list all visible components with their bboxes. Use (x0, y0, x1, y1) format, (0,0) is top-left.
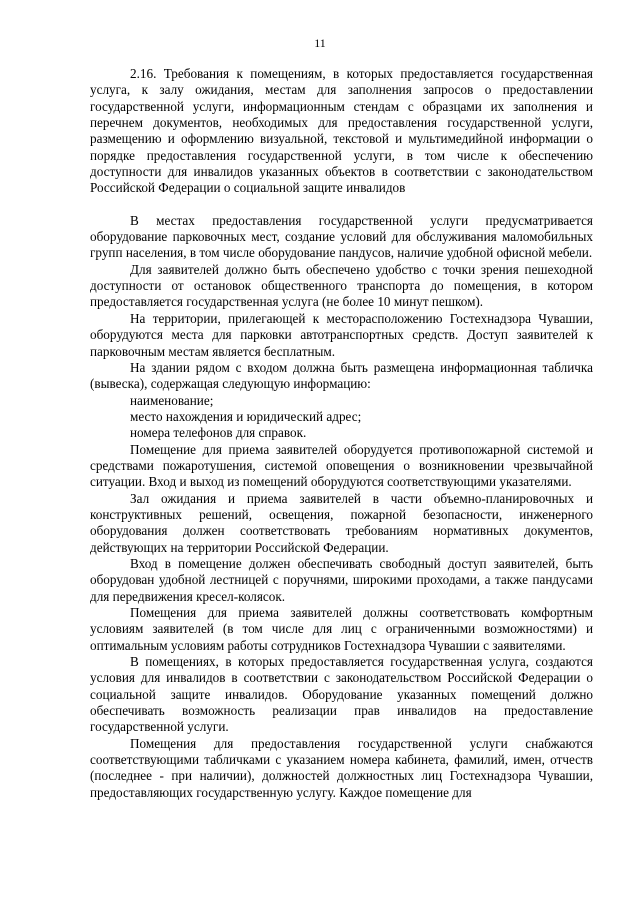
page-number: 11 (314, 36, 326, 50)
paragraph-entrance: Вход в помещение должен обеспечивать свободный доступ заявителей, быть оборудован удобной лестницей с поручнями, широкими проходами, а также пандусами для передвижения кресел-колясок. (90, 555, 593, 604)
paragraph-room-plates: Помещения для предоставления государственной услуги снабжаются соответствующими табличками с указанием номера кабинета, фамилий, имен, отчеств (последнее - при наличии), должностей должностных лиц Гостехнадзора Чувашии, предоставляющих государственную услугу. Каждое помещение для (90, 735, 593, 800)
paragraph-disability-conditions: В помещениях, в которых предоставляется государственная услуга, создаются условия для инвалидов в соответствии с законодательством Российской Федерации о социальной защите инвалидов. Оборудование указанных помещений должно обеспечивать возможность реализации прав инвалидов на предоставление государственной услуги. (90, 654, 593, 735)
paragraph-pedestrian-access: Для заявителей должно быть обеспечено удобство с точки зрения пешеходной доступности от остановок общественного транспорта до помещения, в котором предоставляется государственная услуга (не более 10 минут пешком). (90, 261, 593, 310)
list-item-name: наименование; (130, 392, 214, 408)
list-item-phones: номера телефонов для справок. (130, 425, 307, 441)
paragraph-waiting-hall: Зал ожидания и приема заявителей в части объемно-планировочных и конструктивных решений, освещения, пожарной безопасности, инженерного оборудования должен соответствовать требованиям нормативных документов, действующих на территории Российской Федерации. (90, 490, 593, 555)
paragraph-signboard: На здании рядом с входом должна быть размещена информационная табличка (вывеска), содержащая следующую информацию: (90, 359, 593, 392)
paragraph-reception-rooms: Помещения для приема заявителей должны соответствовать комфортным условиям заявителей (в том числе для лиц с ограниченными возможностями) и оптимальным условиям работы сотрудников Гостехнадзора Чувашии с заявителями. (90, 605, 593, 653)
list-item-address: место нахождения и юридический адрес; (130, 408, 362, 424)
paragraph-parking: В местах предоставления государственной услуги предусматривается оборудование парковочных мест, создание условий для обслуживания маломобильных групп населения, в том числе оборудование пандусов, наличие удобной офисной мебели. (90, 212, 593, 261)
section-heading-paragraph: 2.16. Требования к помещениям, в которых предоставляется государственная услуга, к залу ожидания, местам для заполнения запросов о предоставлении государственной услуги, информационным стендам с образцами их заполнения и перечнем документов, необходимых для предоставления государственной услуги, размещению и оформлению визуальной, текстовой и мультимедийной информации о порядке предоставления государственной услуги, в том числе к обеспечению доступности для инвалидов указанных объектов в соответствии с законодательством Российской Федерации о социальной защите инвалидов (90, 66, 593, 196)
document-body (90, 66, 593, 801)
paragraph-territory-parking: На территории, прилегающей к месторасположению Гостехнадзора Чувашии, оборудуются места для парковки автотранспортных средств. Доступ заявителей к парковочным местам является бесплатным. (90, 310, 593, 359)
paragraph-fire-safety: Помещение для приема заявителей оборудуется противопожарной системой и средствами пожаротушения, системой оповещения о возникновении чрезвычайной ситуации. Вход и выход из помещений оборудуются соответствующими указателями. (90, 441, 593, 490)
